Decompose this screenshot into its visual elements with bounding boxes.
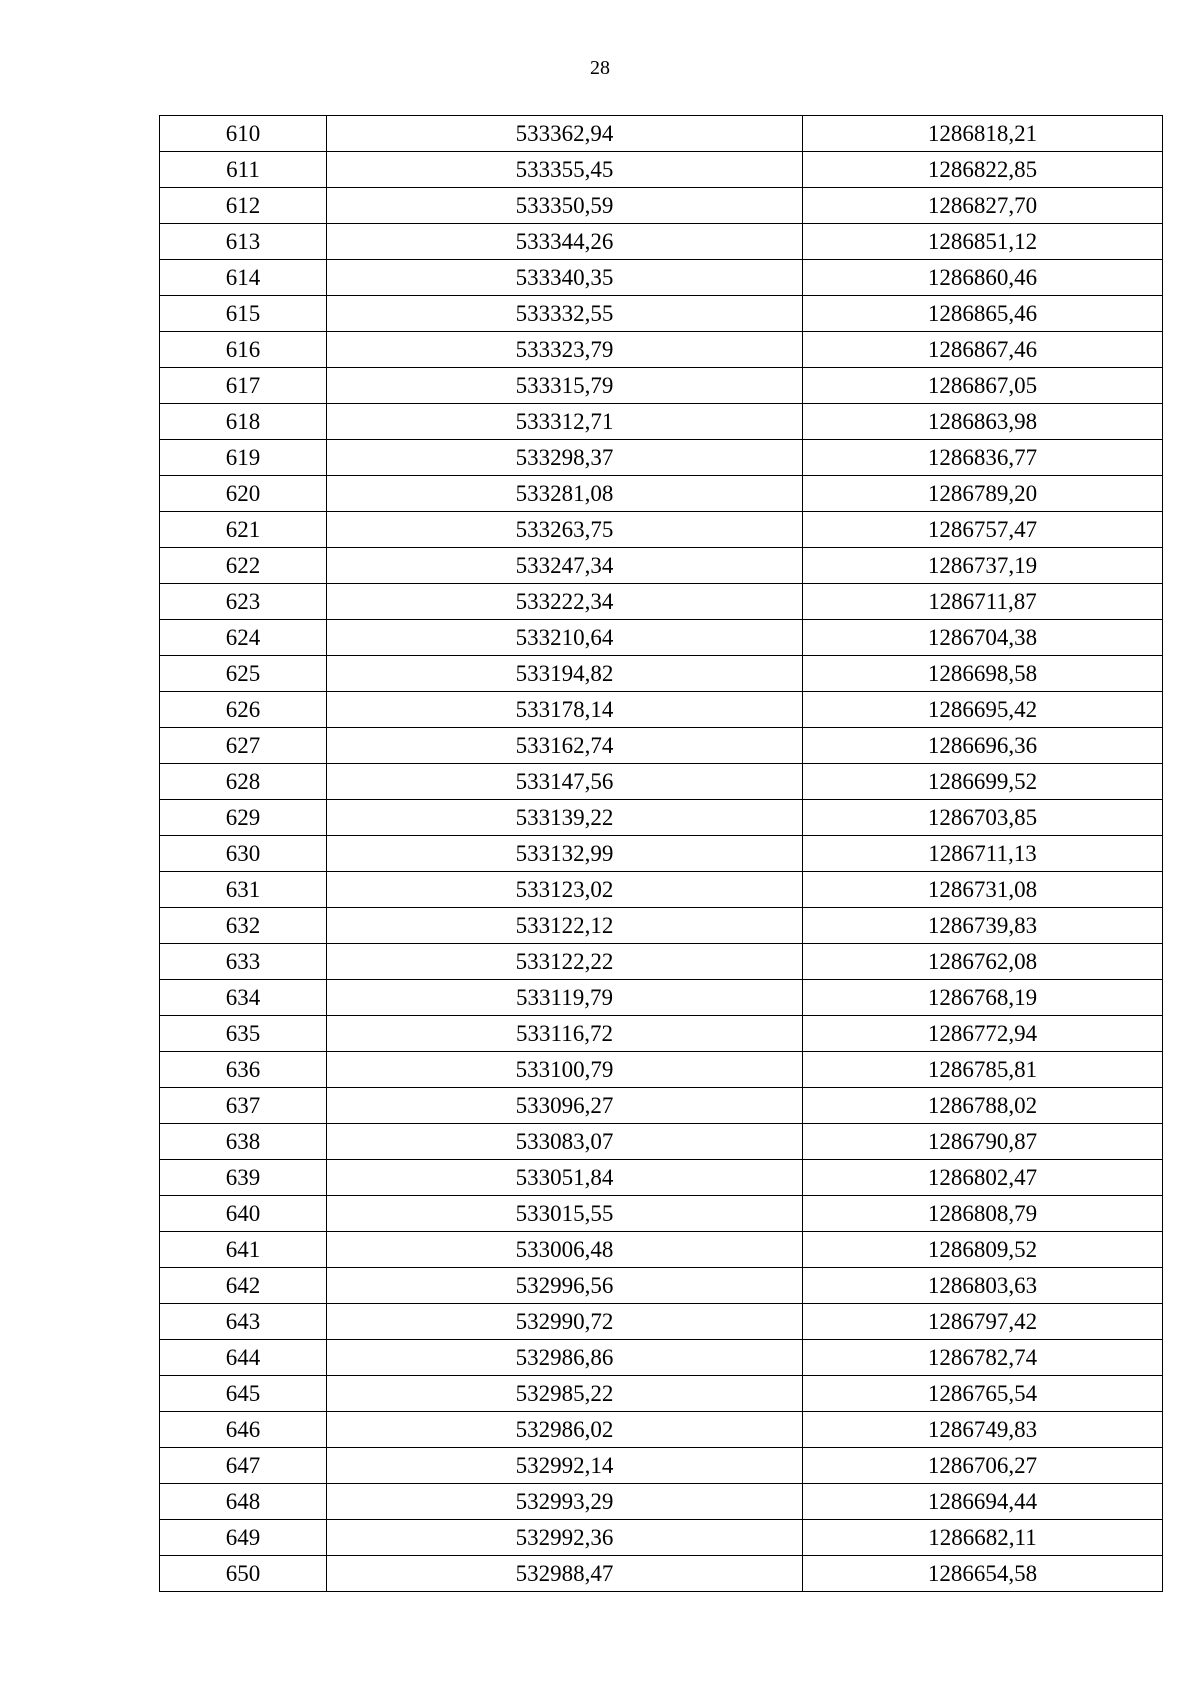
x-coordinate-cell: 532992,36 — [327, 1520, 803, 1556]
y-coordinate-cell: 1286790,87 — [803, 1124, 1163, 1160]
x-coordinate-cell: 532993,29 — [327, 1484, 803, 1520]
x-coordinate-cell: 533298,37 — [327, 440, 803, 476]
y-coordinate-cell: 1286851,12 — [803, 224, 1163, 260]
table-row — [160, 1448, 1163, 1484]
x-coordinate-cell: 532985,22 — [327, 1376, 803, 1412]
point-number-cell: 623 — [160, 584, 327, 620]
y-coordinate-cell: 1286818,21 — [803, 116, 1163, 152]
y-coordinate-cell: 1286704,38 — [803, 620, 1163, 656]
point-number-cell: 619 — [160, 440, 327, 476]
x-coordinate-cell: 533222,34 — [327, 584, 803, 620]
x-coordinate-cell: 533323,79 — [327, 332, 803, 368]
y-coordinate-cell: 1286703,85 — [803, 800, 1163, 836]
x-coordinate-cell: 533340,35 — [327, 260, 803, 296]
point-number-cell: 633 — [160, 944, 327, 980]
point-number-cell: 637 — [160, 1088, 327, 1124]
point-number-cell: 615 — [160, 296, 327, 332]
y-coordinate-cell: 1286808,79 — [803, 1196, 1163, 1232]
y-coordinate-cell: 1286827,70 — [803, 188, 1163, 224]
x-coordinate-cell: 533281,08 — [327, 476, 803, 512]
table-row — [160, 440, 1163, 476]
point-number-cell: 648 — [160, 1484, 327, 1520]
point-number-cell: 625 — [160, 656, 327, 692]
y-coordinate-cell: 1286772,94 — [803, 1016, 1163, 1052]
x-coordinate-cell: 533083,07 — [327, 1124, 803, 1160]
y-coordinate-cell: 1286797,42 — [803, 1304, 1163, 1340]
y-coordinate-cell: 1286762,08 — [803, 944, 1163, 980]
table-row — [160, 1196, 1163, 1232]
y-coordinate-cell: 1286803,63 — [803, 1268, 1163, 1304]
table-row — [160, 1412, 1163, 1448]
y-coordinate-cell: 1286865,46 — [803, 296, 1163, 332]
point-number-cell: 634 — [160, 980, 327, 1016]
table-row — [160, 1484, 1163, 1520]
x-coordinate-cell: 533123,02 — [327, 872, 803, 908]
point-number-cell: 622 — [160, 548, 327, 584]
point-number-cell: 617 — [160, 368, 327, 404]
table-row — [160, 332, 1163, 368]
x-coordinate-cell: 533015,55 — [327, 1196, 803, 1232]
point-number-cell: 636 — [160, 1052, 327, 1088]
table-row — [160, 1556, 1163, 1592]
point-number-cell: 631 — [160, 872, 327, 908]
table-row — [160, 872, 1163, 908]
point-number-cell: 613 — [160, 224, 327, 260]
table-row — [160, 1160, 1163, 1196]
x-coordinate-cell: 532986,86 — [327, 1340, 803, 1376]
x-coordinate-cell: 532992,14 — [327, 1448, 803, 1484]
point-number-cell: 646 — [160, 1412, 327, 1448]
table-row — [160, 1088, 1163, 1124]
table-row — [160, 188, 1163, 224]
y-coordinate-cell: 1286696,36 — [803, 728, 1163, 764]
x-coordinate-cell: 533344,26 — [327, 224, 803, 260]
table-row — [160, 368, 1163, 404]
y-coordinate-cell: 1286785,81 — [803, 1052, 1163, 1088]
table-row — [160, 260, 1163, 296]
x-coordinate-cell: 533100,79 — [327, 1052, 803, 1088]
table-row — [160, 224, 1163, 260]
point-number-cell: 638 — [160, 1124, 327, 1160]
point-number-cell: 616 — [160, 332, 327, 368]
x-coordinate-cell: 533312,71 — [327, 404, 803, 440]
x-coordinate-cell: 533051,84 — [327, 1160, 803, 1196]
x-coordinate-cell: 533362,94 — [327, 116, 803, 152]
x-coordinate-cell: 533139,22 — [327, 800, 803, 836]
y-coordinate-cell: 1286699,52 — [803, 764, 1163, 800]
x-coordinate-cell: 533263,75 — [327, 512, 803, 548]
x-coordinate-cell: 533247,34 — [327, 548, 803, 584]
y-coordinate-cell: 1286731,08 — [803, 872, 1163, 908]
table-row — [160, 584, 1163, 620]
point-number-cell: 627 — [160, 728, 327, 764]
y-coordinate-cell: 1286654,58 — [803, 1556, 1163, 1592]
y-coordinate-cell: 1286802,47 — [803, 1160, 1163, 1196]
table-row — [160, 1016, 1163, 1052]
table-row — [160, 1304, 1163, 1340]
x-coordinate-cell: 533355,45 — [327, 152, 803, 188]
page-number: 28 — [590, 57, 610, 79]
x-coordinate-cell: 533116,72 — [327, 1016, 803, 1052]
x-coordinate-cell: 533350,59 — [327, 188, 803, 224]
point-number-cell: 626 — [160, 692, 327, 728]
y-coordinate-cell: 1286695,42 — [803, 692, 1163, 728]
y-coordinate-cell: 1286757,47 — [803, 512, 1163, 548]
x-coordinate-cell: 533006,48 — [327, 1232, 803, 1268]
point-number-cell: 642 — [160, 1268, 327, 1304]
table-row — [160, 800, 1163, 836]
y-coordinate-cell: 1286860,46 — [803, 260, 1163, 296]
x-coordinate-cell: 532986,02 — [327, 1412, 803, 1448]
x-coordinate-cell: 533194,82 — [327, 656, 803, 692]
x-coordinate-cell: 533315,79 — [327, 368, 803, 404]
x-coordinate-cell: 533132,99 — [327, 836, 803, 872]
x-coordinate-cell: 532996,56 — [327, 1268, 803, 1304]
y-coordinate-cell: 1286711,13 — [803, 836, 1163, 872]
point-number-cell: 640 — [160, 1196, 327, 1232]
x-coordinate-cell: 533122,12 — [327, 908, 803, 944]
point-number-cell: 614 — [160, 260, 327, 296]
point-number-cell: 639 — [160, 1160, 327, 1196]
point-number-cell: 610 — [160, 116, 327, 152]
table-row — [160, 836, 1163, 872]
point-number-cell: 611 — [160, 152, 327, 188]
y-coordinate-cell: 1286867,05 — [803, 368, 1163, 404]
y-coordinate-cell: 1286694,44 — [803, 1484, 1163, 1520]
table-row — [160, 656, 1163, 692]
table-row — [160, 512, 1163, 548]
y-coordinate-cell: 1286739,83 — [803, 908, 1163, 944]
table-row — [160, 296, 1163, 332]
table-row — [160, 1340, 1163, 1376]
x-coordinate-cell: 533119,79 — [327, 980, 803, 1016]
y-coordinate-cell: 1286737,19 — [803, 548, 1163, 584]
table-row — [160, 476, 1163, 512]
table-row — [160, 908, 1163, 944]
y-coordinate-cell: 1286867,46 — [803, 332, 1163, 368]
point-number-cell: 618 — [160, 404, 327, 440]
x-coordinate-cell: 533096,27 — [327, 1088, 803, 1124]
x-coordinate-cell: 532988,47 — [327, 1556, 803, 1592]
table-row — [160, 1232, 1163, 1268]
point-number-cell: 628 — [160, 764, 327, 800]
point-number-cell: 612 — [160, 188, 327, 224]
table-row — [160, 116, 1163, 152]
point-number-cell: 620 — [160, 476, 327, 512]
table-row — [160, 152, 1163, 188]
point-number-cell: 647 — [160, 1448, 327, 1484]
table-row — [160, 944, 1163, 980]
point-number-cell: 650 — [160, 1556, 327, 1592]
point-number-cell: 644 — [160, 1340, 327, 1376]
point-number-cell: 624 — [160, 620, 327, 656]
table-row — [160, 1052, 1163, 1088]
table-row — [160, 1268, 1163, 1304]
y-coordinate-cell: 1286698,58 — [803, 656, 1163, 692]
table-row — [160, 404, 1163, 440]
x-coordinate-cell: 532990,72 — [327, 1304, 803, 1340]
point-number-cell: 635 — [160, 1016, 327, 1052]
point-number-cell: 632 — [160, 908, 327, 944]
y-coordinate-cell: 1286788,02 — [803, 1088, 1163, 1124]
table-row — [160, 692, 1163, 728]
point-number-cell: 645 — [160, 1376, 327, 1412]
y-coordinate-cell: 1286765,54 — [803, 1376, 1163, 1412]
y-coordinate-cell: 1286836,77 — [803, 440, 1163, 476]
y-coordinate-cell: 1286706,27 — [803, 1448, 1163, 1484]
table-row — [160, 620, 1163, 656]
point-number-cell: 630 — [160, 836, 327, 872]
coordinates-table-body — [160, 116, 1163, 1592]
y-coordinate-cell: 1286749,83 — [803, 1412, 1163, 1448]
table-row — [160, 728, 1163, 764]
table-row — [160, 1124, 1163, 1160]
y-coordinate-cell: 1286789,20 — [803, 476, 1163, 512]
point-number-cell: 649 — [160, 1520, 327, 1556]
table-row — [160, 548, 1163, 584]
y-coordinate-cell: 1286782,74 — [803, 1340, 1163, 1376]
y-coordinate-cell: 1286768,19 — [803, 980, 1163, 1016]
point-number-cell: 629 — [160, 800, 327, 836]
y-coordinate-cell: 1286822,85 — [803, 152, 1163, 188]
point-number-cell: 641 — [160, 1232, 327, 1268]
y-coordinate-cell: 1286809,52 — [803, 1232, 1163, 1268]
y-coordinate-cell: 1286711,87 — [803, 584, 1163, 620]
table-row — [160, 764, 1163, 800]
x-coordinate-cell: 533210,64 — [327, 620, 803, 656]
x-coordinate-cell: 533122,22 — [327, 944, 803, 980]
table-row — [160, 980, 1163, 1016]
x-coordinate-cell: 533147,56 — [327, 764, 803, 800]
table-row — [160, 1520, 1163, 1556]
x-coordinate-cell: 533178,14 — [327, 692, 803, 728]
table-row — [160, 1376, 1163, 1412]
x-coordinate-cell: 533332,55 — [327, 296, 803, 332]
coordinates-table — [159, 115, 1163, 1592]
point-number-cell: 621 — [160, 512, 327, 548]
y-coordinate-cell: 1286682,11 — [803, 1520, 1163, 1556]
point-number-cell: 643 — [160, 1304, 327, 1340]
x-coordinate-cell: 533162,74 — [327, 728, 803, 764]
y-coordinate-cell: 1286863,98 — [803, 404, 1163, 440]
